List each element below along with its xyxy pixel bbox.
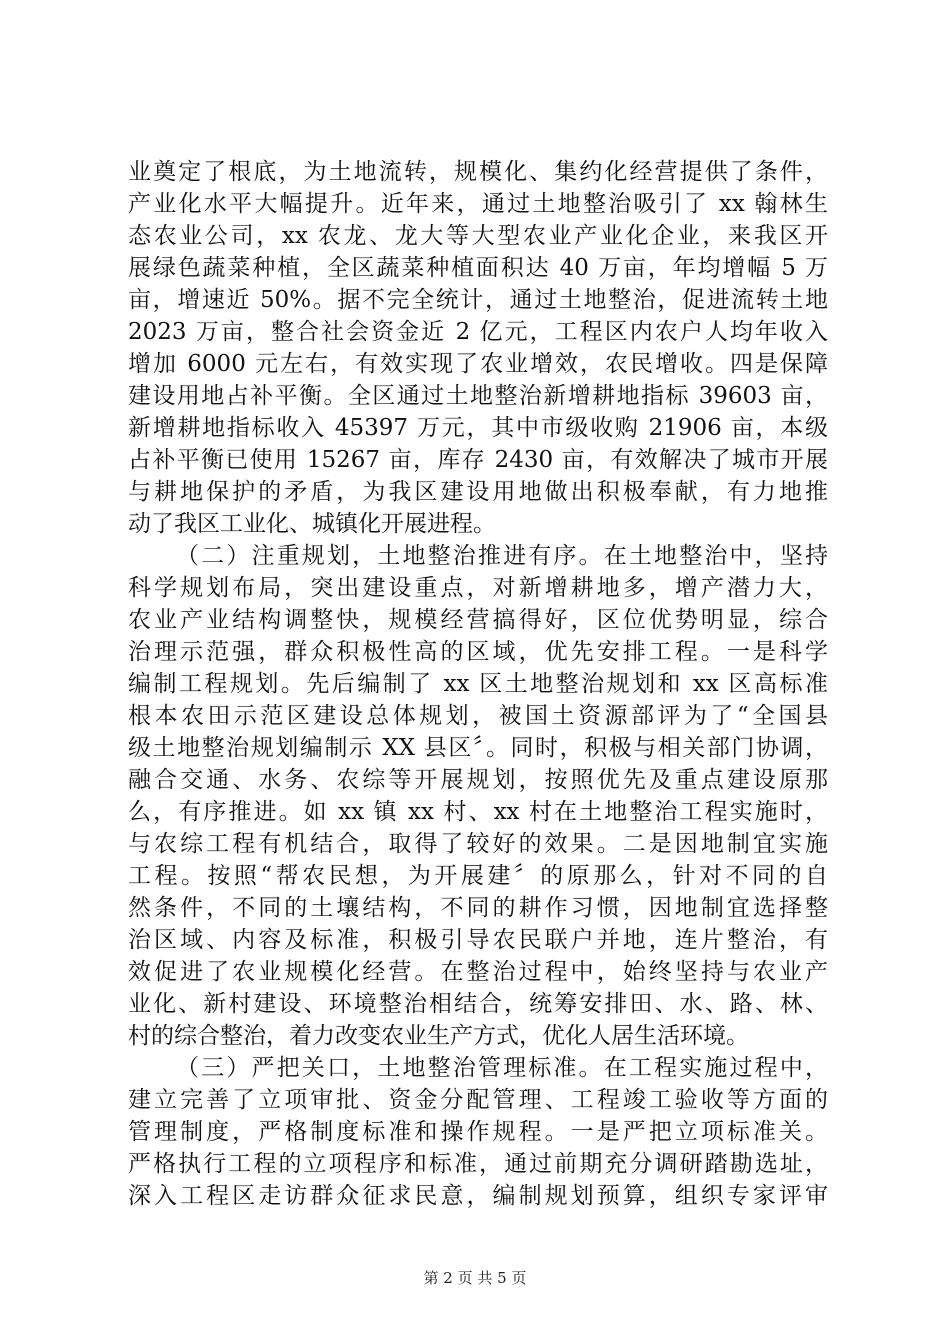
text-line: 融合交通、水务、农综等开展规划，按照优先及重点建设原那: [128, 767, 828, 793]
text-line: （三）严把关口，土地整治管理标准。在工程实施过程中，: [176, 1055, 828, 1081]
text-line: 效促进了农业规模化经营。在整治过程中，始终坚持与农业产: [128, 959, 828, 985]
text-line: 编制工程规划。先后编制了 xx 区土地整治规划和 xx 区高标准: [128, 671, 828, 697]
text-line: 深入工程区走访群众征求民意，编制规划预算，组织专家评审: [128, 1183, 828, 1209]
text-line: 产业化水平大幅提升。近年来，通过土地整治吸引了 xx 翰林生: [128, 191, 828, 217]
text-line: 么，有序推进。如 xx 镇 xx 村、xx 村在土地整治工程实施时，: [128, 799, 828, 825]
document-body: [128, 156, 828, 1212]
text-line: 与农综工程有机结合，取得了较好的效果。二是因地制宜实施: [128, 831, 828, 857]
text-line: 治区域、内容及标准，积极引导农民联户并地，连片整治，有: [128, 927, 828, 953]
text-line: 管理制度，严格制度标准和操作规程。一是严把立项标准关。: [128, 1119, 828, 1145]
text-line: 建设用地占补平衡。全区通过土地整治新增耕地指标 39603 亩，: [128, 383, 828, 409]
text-line: 亩，增速近 50%。据不完全统计，通过土地整治，促进流转土地: [128, 287, 828, 313]
text-line: 建立完善了立项审批、资金分配管理、工程竣工验收等方面的: [128, 1087, 828, 1113]
text-line: 然条件，不同的土壤结构，不同的耕作习惯，因地制宜选择整: [128, 895, 828, 921]
text-line: 工程。按照“帮农民想，为开展建〞的原那么，针对不同的自: [128, 863, 828, 889]
page-footer: 第 2 页 共 5 页: [423, 1269, 527, 1287]
text-line: 级土地整治规划编制示 XX 县区〞。同时，积极与相关部门协调，: [128, 735, 828, 761]
text-line: 展绿色蔬菜种植，全区蔬菜种植面积达 40 万亩，年均增幅 5 万: [128, 255, 828, 281]
text-line: （二）注重规划，土地整治推进有序。在土地整治中，坚持: [176, 543, 828, 569]
text-line: 根本农田示范区建设总体规划，被国土资源部评为了“全国县: [128, 703, 828, 729]
text-line: 农业产业结构调整快，规模经营搞得好，区位优势明显，综合: [128, 607, 828, 633]
text-line: 2023 万亩，整合社会资金近 2 亿元，工程区内农户人均年收入: [128, 319, 828, 345]
text-line: 严格执行工程的立项程序和标准，通过前期充分调研踏勘选址，: [128, 1151, 828, 1177]
text-line: 占补平衡已使用 15267 亩，库存 2430 亩，有效解决了城市开展: [128, 447, 828, 473]
text-line: 村的综合整治，着力改变农业生产方式，优化人居生活环境。: [128, 1023, 749, 1049]
text-line: 动了我区工业化、城镇化开展进程。: [128, 511, 496, 537]
text-line: 治理示范强，群众积极性高的区域，优先安排工程。一是科学: [128, 639, 828, 665]
text-line: 业奠定了根底，为土地流转，规模化、集约化经营提供了条件，: [128, 159, 828, 185]
text-line: 业化、新村建设、环境整治相结合，统筹安排田、水、路、林、: [128, 991, 828, 1017]
text-line: 态农业公司，xx 农龙、龙大等大型农业产业化企业，来我区开: [128, 223, 828, 249]
text-line: 与耕地保护的矛盾，为我区建设用地做出积极奉献，有力地推: [128, 479, 828, 505]
text-line: 新增耕地指标收入 45397 万元，其中市级收购 21906 亩，本级: [128, 415, 828, 441]
text-line: 科学规划布局，突出建设重点，对新增耕地多，增产潜力大，: [128, 575, 828, 601]
text-line: 增加 6000 元左右，有效实现了农业增效，农民增收。四是保障: [128, 351, 828, 377]
